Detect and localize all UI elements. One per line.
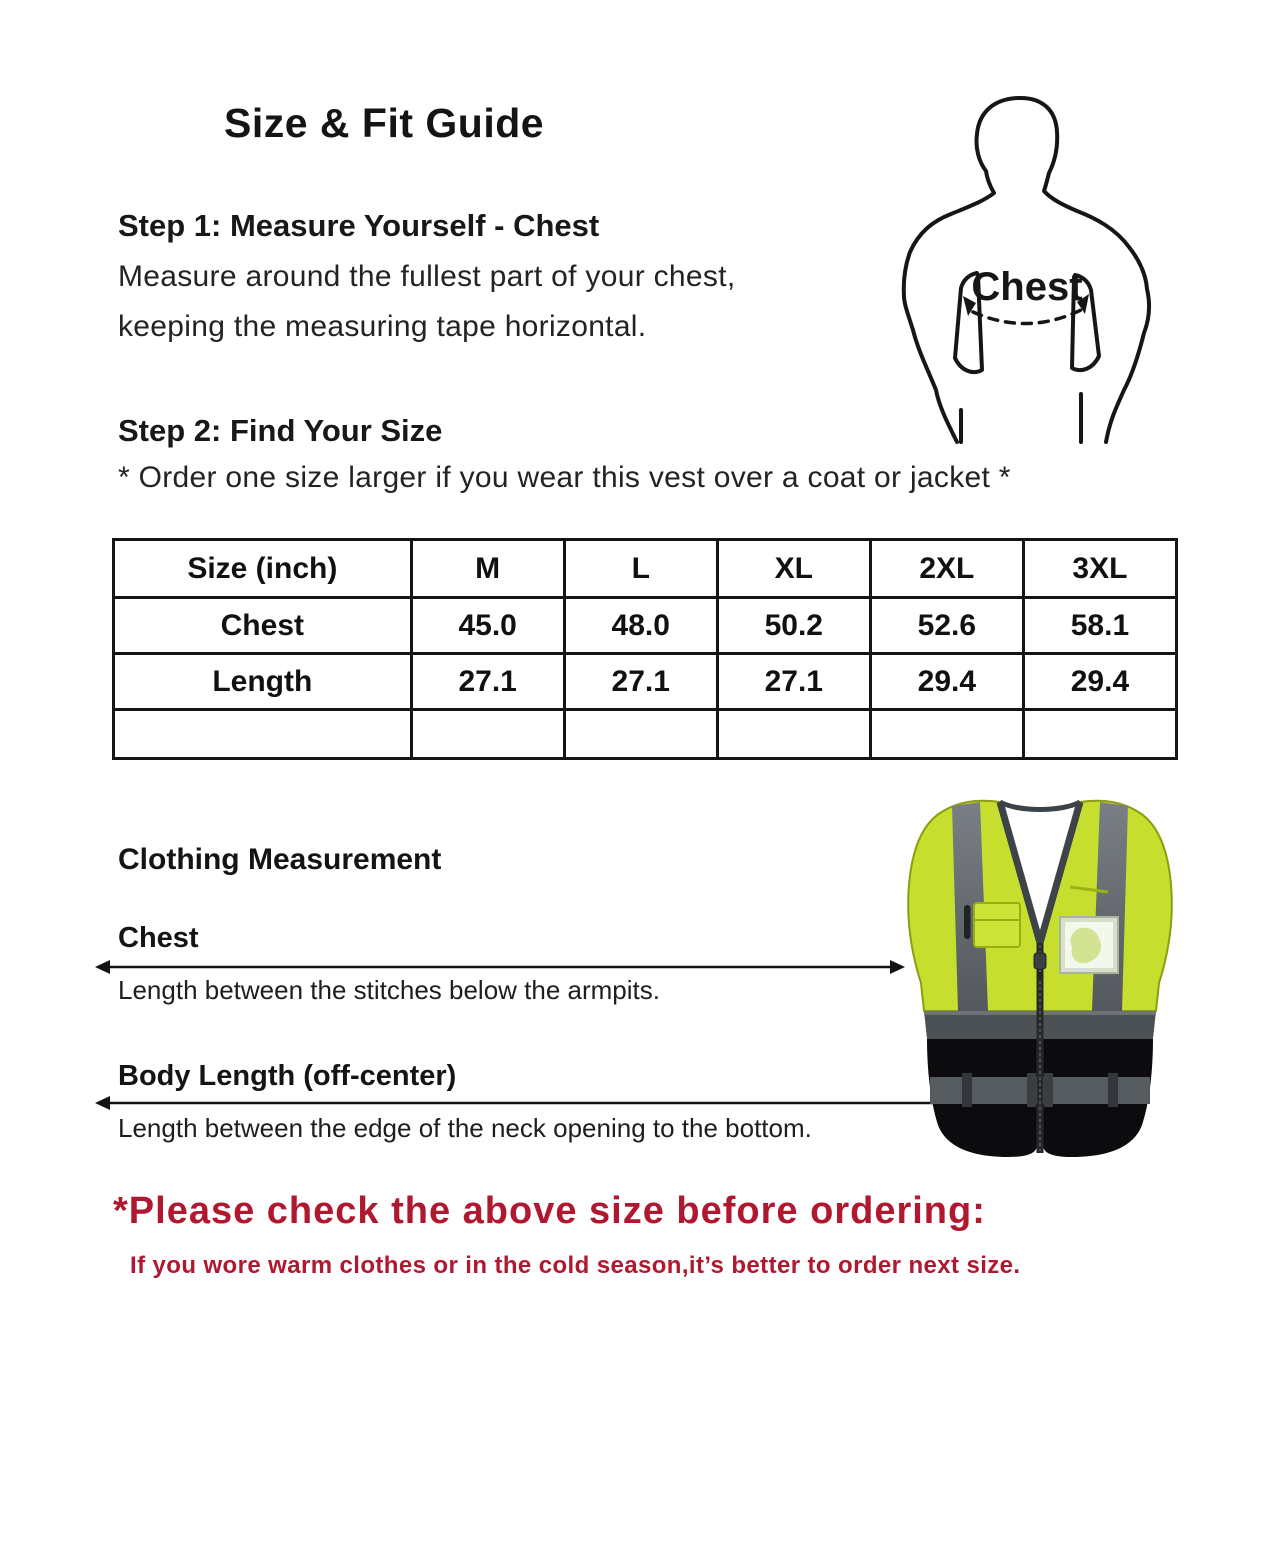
- chest-measure-label: Chest: [118, 922, 199, 954]
- cell-value: 27.1: [411, 654, 564, 710]
- warning-heading: *Please check the above size before ordering:: [113, 1190, 986, 1232]
- vest-lower-stripe-right: [1043, 1077, 1150, 1104]
- table-row-chest: [114, 598, 1177, 654]
- step2-note: * Order one size larger if you wear this vest over a coat or jacket *: [118, 461, 1011, 494]
- cell-value: 27.1: [717, 654, 870, 710]
- vest-zipper-pull: [1034, 953, 1046, 969]
- row-label: Chest: [114, 598, 412, 654]
- chest-measure-description: Length between the stitches below the armpits.: [118, 975, 660, 1005]
- cell-value: [564, 710, 717, 759]
- cell-value: 29.4: [870, 654, 1023, 710]
- col-header-l: L: [564, 540, 717, 598]
- step2-heading: Step 2: Find Your Size: [118, 413, 443, 448]
- clothing-measurement-heading: Clothing Measurement: [118, 843, 442, 876]
- body-outline-figure: [875, 84, 1215, 444]
- body-length-arrow: [92, 1092, 940, 1114]
- table-header-row: [114, 540, 1177, 598]
- col-header-xl: XL: [717, 540, 870, 598]
- col-header-3xl: 3XL: [1023, 540, 1176, 598]
- safety-vest-image: [900, 793, 1180, 1163]
- arrowhead-left: [95, 1096, 110, 1110]
- warning-subtext: If you wore warm clothes or in the cold season,it’s better to order next size.: [130, 1252, 1021, 1279]
- vest-strap-left: [962, 1073, 972, 1107]
- cell-value: [411, 710, 564, 759]
- cell-value: 29.4: [1023, 654, 1176, 710]
- vest-strap-center-left: [1027, 1073, 1036, 1107]
- cell-value: 27.1: [564, 654, 717, 710]
- figure-chest-label: Chest: [971, 265, 1083, 309]
- chest-dashed-arc: [973, 310, 1081, 324]
- size-table: [112, 538, 1178, 760]
- step1-line1: Measure around the fullest part of your chest,: [118, 260, 736, 293]
- col-header-2xl: 2XL: [870, 540, 1023, 598]
- table-row-length: [114, 654, 1177, 710]
- table-row-empty: [114, 710, 1177, 759]
- vest-collar-back: [1000, 802, 1080, 810]
- body-length-description: Length between the edge of the neck opening to the bottom.: [118, 1113, 812, 1143]
- row-label: [114, 710, 412, 759]
- cell-value: 58.1: [1023, 598, 1176, 654]
- cell-value: 52.6: [870, 598, 1023, 654]
- cell-value: [717, 710, 870, 759]
- step1-line2: keeping the measuring tape horizontal.: [118, 310, 647, 343]
- cell-value: 50.2: [717, 598, 870, 654]
- vest-zipper-ring: [1037, 972, 1043, 978]
- arrowhead-left: [95, 960, 110, 974]
- body-length-label: Body Length (off-center): [118, 1060, 457, 1092]
- step1-heading: Step 1: Measure Yourself - Chest: [118, 208, 600, 243]
- cell-value: 48.0: [564, 598, 717, 654]
- page-title: Size & Fit Guide: [224, 100, 545, 146]
- cell-value: [870, 710, 1023, 759]
- pen-icon: [964, 905, 971, 939]
- col-header-size: Size (inch): [114, 540, 412, 598]
- row-label: Length: [114, 654, 412, 710]
- vest-strap-center-right: [1044, 1073, 1053, 1107]
- vest-strap-right: [1108, 1073, 1118, 1107]
- col-header-m: M: [411, 540, 564, 598]
- cell-value: [1023, 710, 1176, 759]
- vest-lower-stripe-left: [930, 1077, 1037, 1104]
- cell-value: 45.0: [411, 598, 564, 654]
- vest-flap-pocket: [974, 903, 1020, 947]
